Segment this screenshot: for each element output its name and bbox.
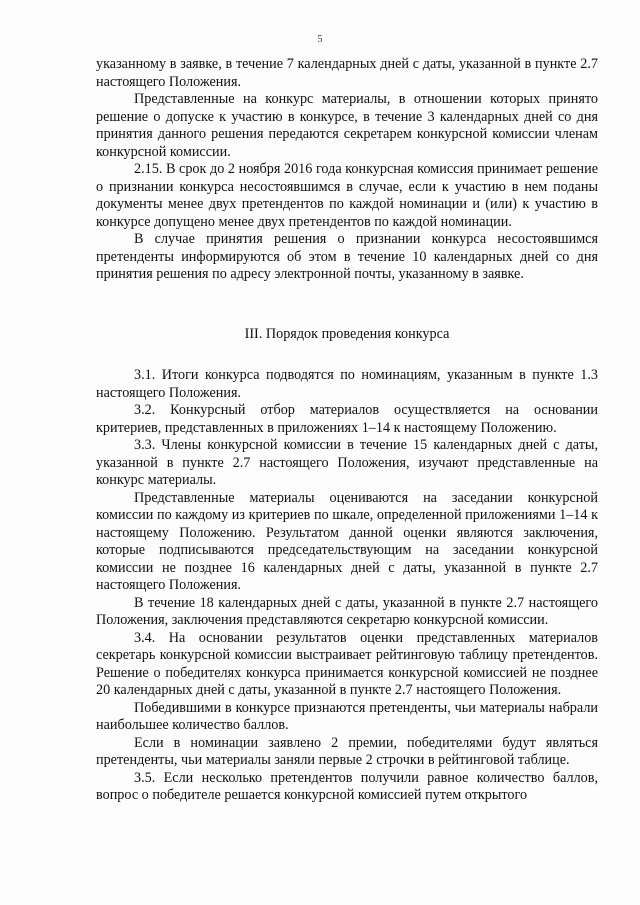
paragraph-3-1: 3.1. Итоги конкурса подводятся по номинациям, указанным в пункте 1.3 настоящего Положения.	[96, 367, 598, 401]
paragraph-conclusions-submission: В течение 18 календарных дней с даты, указанной в пункте 2.7 настоящего Положения, заключения представляются секретарю конкурсной комиссии.	[96, 594, 598, 628]
paragraph-3-3: 3.3. Члены конкурсной комиссии в течение 15 календарных дней с даты, указанной в пункте 2.7 настоящего Положения, изучают представленные на конкурс материалы.	[96, 437, 598, 488]
paragraph-materials-transfer: Представленные на конкурс материалы, в отношении которых принято решение о допуске к участию в конкурсе, в течение 3 календарных дней со дня принятия данного решения передаются секретарем конкурсной комиссии членам конкурсной комиссии.	[96, 91, 598, 160]
paragraph-winners: Победившими в конкурсе признаются претенденты, чьи материалы набрали наибольшее количество баллов.	[96, 699, 598, 733]
section-heading: III. Порядок проведения конкурса	[244, 325, 450, 342]
page-number: 5	[317, 34, 323, 45]
document-body	[96, 56, 598, 805]
paragraph-3-5: 3.5. Если несколько претендентов получили равное количество баллов, вопрос о победителе решается конкурсной комиссией путем открытого	[96, 769, 598, 803]
paragraph-continuation: указанному в заявке, в течение 7 календарных дней с даты, указанной в пункте 2.7 настоящего Положения.	[96, 56, 598, 90]
paragraph-two-prizes: Если в номинации заявлено 2 премии, победителями будут являться претенденты, чьи материалы заняли первые 2 строчки в рейтинговой таблице.	[96, 734, 598, 768]
paragraph-3-4: 3.4. На основании результатов оценки представленных материалов секретарь конкурсной комиссии выстраивает рейтинговую таблицу претендентов. Решение о победителях конкурса принимается конкурсной комиссией не позднее 20 календарных дней с даты, указанной в пункте 2.7 настоящего Положения.	[96, 629, 598, 698]
paragraph-3-2: 3.2. Конкурсный отбор материалов осуществляется на основании критериев, представленных в приложениях 1–14 к настоящему Положению.	[96, 402, 598, 436]
paragraph-evaluation: Представленные материалы оцениваются на заседании конкурсной комиссии по каждому из критериев по шкале, определенной приложениями 1–14 к настоящему Положению. Результатом данной оценки являются заключения, которые подписываются председательствующим на заседании конкурсной комиссии не позднее 16 календарных дней с даты, указанной в пункте 2.7 настоящего Положения.	[96, 489, 598, 593]
paragraph-failed-contest-notice: В случае принятия решения о признании конкурса несостоявшимся претенденты информируются об этом в течение 10 календарных дней со дня принятия решения по адресу электронной почты, указанному в заявке.	[96, 231, 598, 282]
paragraph-2-15: 2.15. В срок до 2 ноября 2016 года конкурсная комиссия принимает решение о признании конкурса несостоявшимся в случае, если к участию в нем поданы документы менее двух претендентов по каждой номинации и (или) к участию в конкурсе допущено менее двух претендентов по каждой номинации.	[96, 161, 598, 230]
